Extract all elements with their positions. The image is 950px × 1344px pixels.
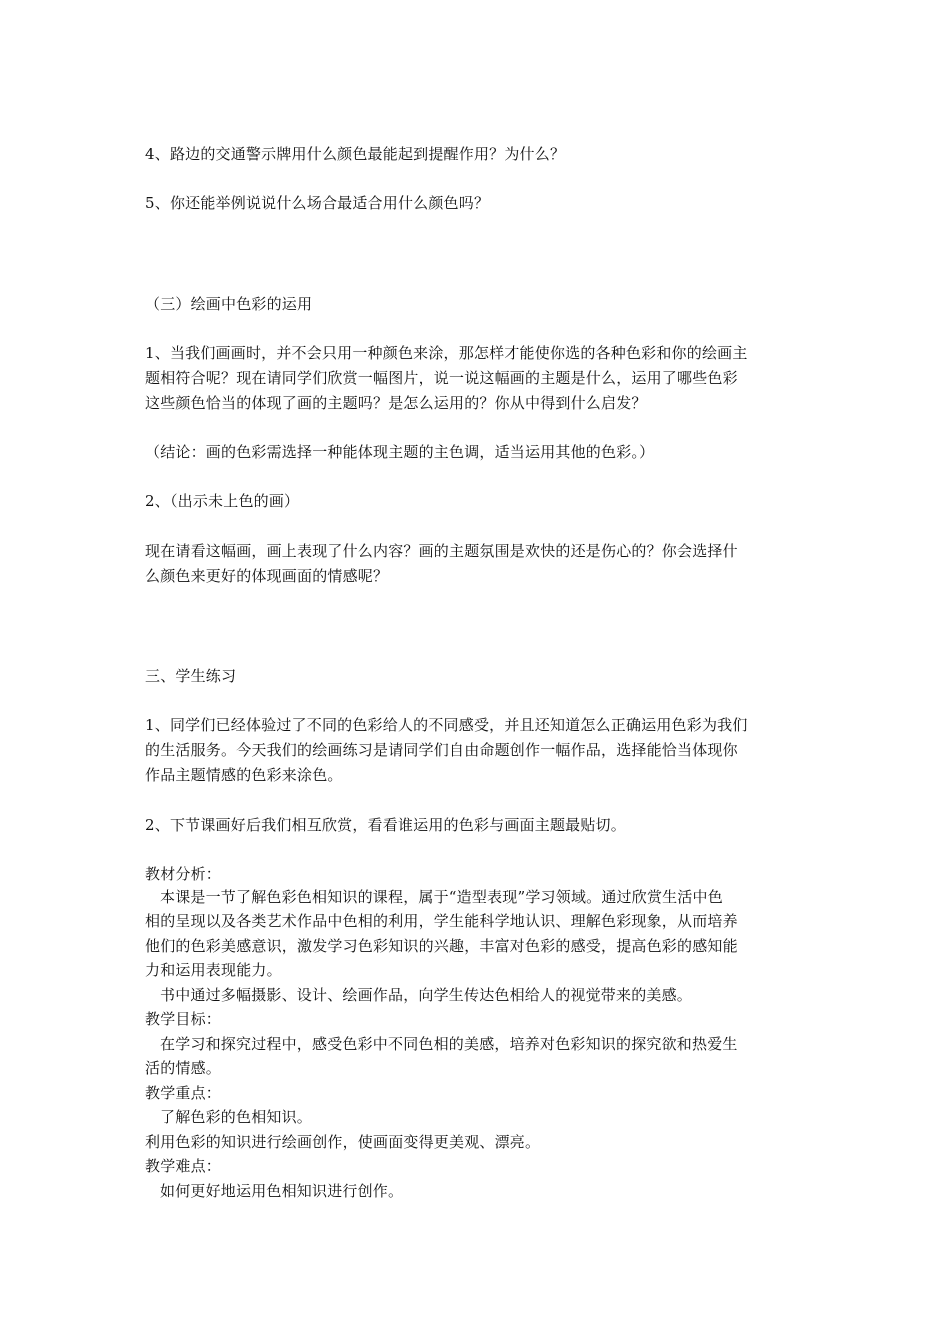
item-2-label: 2、（出示未上色的画） xyxy=(145,492,300,510)
paragraph-line: 现在请看这幅画，画上表现了什么内容？画的主题氛围是欢快的还是伤心的？你会选择什 xyxy=(145,542,738,560)
section-heading-student-practice: 三、学生练习 xyxy=(145,667,237,685)
paragraph-line: 在学习和探究过程中，感受色彩中不同色相的美感，培养对色彩知识的探究欲和热爱生 xyxy=(160,1035,738,1053)
paragraph-line: 么颜色来更好的体现画面的情感呢？ xyxy=(145,567,389,585)
section-heading-color-in-painting: （三）绘画中色彩的运用 xyxy=(145,295,313,313)
paragraph-line: 书中通过多幅摄影、设计、绘画作品，向学生传达色相给人的视觉带来的美感。 xyxy=(160,986,693,1004)
paragraph-line: 1、当我们画画时，并不会只用一种颜色来涂，那怎样才能使你选的各种色彩和你的绘画主 xyxy=(145,344,748,362)
paragraph-line: 的生活服务。今天我们的绘画练习是请同学们自由命题创作一幅作品，选择能恰当体现你 xyxy=(145,741,738,759)
paragraph-line: 如何更好地运用色相知识进行创作。 xyxy=(160,1182,404,1200)
paragraph-line: 本课是一节了解色彩色相知识的课程，属于“造型表现”学习领域。通过欣赏生活中色 xyxy=(160,888,723,906)
paragraph-line: 力和运用表现能力。 xyxy=(145,961,282,979)
paragraph-line: 题相符合呢？现在请同学们欣赏一幅图片，说一说这幅画的主题是什么，运用了哪些色彩 xyxy=(145,369,738,387)
paragraph-line: 这些颜色恰当的体现了画的主题吗？是怎么运用的？你从中得到什么启发？ xyxy=(145,394,647,412)
paragraph-line: 了解色彩的色相知识。 xyxy=(160,1108,313,1126)
paragraph-line: 2、下节课画好后我们相互欣赏，看看谁运用的色彩与画面主题最贴切。 xyxy=(145,816,626,834)
goals-label: 教学目标： xyxy=(145,1010,222,1028)
paragraph-line: 相的呈现以及各类艺术作品中色相的利用，学生能科学地认识、理解色彩现象，从而培养 xyxy=(145,912,738,930)
question-4: 4、路边的交通警示牌用什么颜色最能起到提醒作用？为什么？ xyxy=(145,145,566,163)
difficulties-label: 教学难点： xyxy=(145,1157,222,1175)
paragraph-line: 他们的色彩美感意识，激发学习色彩知识的兴趣，丰富对色彩的感受，提高色彩的感知能 xyxy=(145,937,738,955)
paragraph-line: 利用色彩的知识进行绘画创作，使画面变得更美观、漂亮。 xyxy=(145,1133,541,1151)
question-5: 5、你还能举例说说什么场合最适合用什么颜色吗？ xyxy=(145,194,490,212)
key-points-label: 教学重点： xyxy=(145,1084,222,1102)
conclusion-text: （结论：画的色彩需选择一种能体现主题的主色调，适当运用其他的色彩。） xyxy=(145,443,655,461)
paragraph-line: 作品主题情感的色彩来涂色。 xyxy=(145,766,343,784)
paragraph-line: 活的情感。 xyxy=(145,1059,222,1077)
analysis-label: 教材分析： xyxy=(145,865,222,883)
paragraph-line: 1、同学们已经体验过了不同的色彩给人的不同感受，并且还知道怎么正确运用色彩为我们 xyxy=(145,716,748,734)
